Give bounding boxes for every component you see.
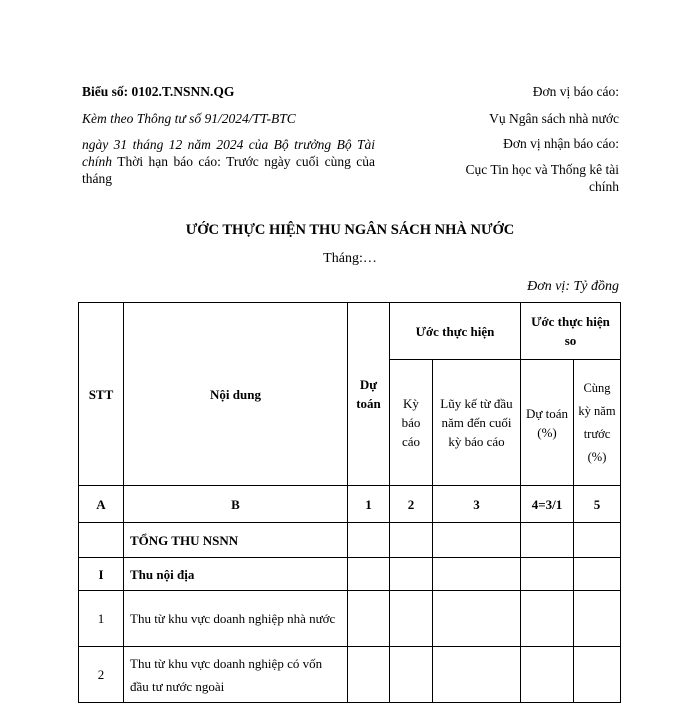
header-estimate-pct: Dự toán (%) (521, 360, 574, 486)
issue-date: ngày 31 tháng 12 năm 2024 của Bộ trưởng Bộ Tài chính (82, 137, 375, 169)
reporting-unit-label: Đơn vị báo cáo: (532, 84, 619, 99)
receiving-unit: Cục Tin học và Thống kê tài chính (465, 162, 619, 194)
index-cell: 5 (574, 486, 621, 523)
row-cell (574, 523, 621, 558)
table-row (79, 523, 621, 558)
header-cumulative: Lũy kế từ đầu năm đến cuối kỳ báo cáo (433, 360, 521, 486)
row-cell (574, 647, 621, 703)
table-row (79, 591, 621, 647)
row-cell (521, 558, 574, 591)
row-content: Thu từ khu vực doanh nghiệp có vốn đầu tư nước ngoài (124, 647, 348, 703)
row-cell (574, 558, 621, 591)
header-same-period-pct: Cùng kỳ năm trước (%) (574, 360, 621, 486)
row-cell (574, 591, 621, 647)
table-row (79, 647, 621, 703)
circular-reference: Kèm theo Thông tư số 91/2024/TT-BTC (82, 111, 296, 126)
index-cell: A (79, 486, 124, 523)
issue-date-deadline (82, 136, 375, 187)
row-stt: 2 (79, 647, 124, 703)
row-stt: 1 (79, 591, 124, 647)
header-estimate: Dự toán (348, 303, 390, 486)
report-month: Tháng:… (323, 251, 377, 266)
report-deadline: Thời hạn báo cáo: Trước ngày cuối cùng của tháng (82, 154, 375, 186)
reporting-unit: Vụ Ngân sách nhà nước (489, 111, 619, 126)
index-cell: B (124, 486, 348, 523)
row-cell (521, 523, 574, 558)
row-stt: I (79, 558, 124, 591)
row-cell (390, 523, 433, 558)
form-number: Biểu số: 0102.T.NSNN.QG (82, 84, 235, 99)
report-title: ƯỚC THỰC HIỆN THU NGÂN SÁCH NHÀ NƯỚC (185, 222, 515, 238)
row-cell (433, 558, 521, 591)
row-cell (433, 647, 521, 703)
receiving-unit-label: Đơn vị nhận báo cáo: (503, 136, 619, 151)
row-cell (348, 647, 390, 703)
header-period: Kỳ báo cáo (390, 360, 433, 486)
index-cell: 1 (348, 486, 390, 523)
header-stt: STT (79, 303, 124, 486)
row-cell (348, 558, 390, 591)
index-cell: 2 (390, 486, 433, 523)
row-content: Thu nội địa (124, 558, 348, 591)
table-row (79, 558, 621, 591)
header-compare: Ước thực hiện so (521, 303, 621, 360)
header-execution: Ước thực hiện (390, 303, 521, 360)
row-cell (390, 647, 433, 703)
row-cell (390, 558, 433, 591)
row-cell (348, 591, 390, 647)
row-cell (348, 523, 390, 558)
row-stt (79, 523, 124, 558)
header-content: Nội dung (124, 303, 348, 486)
index-cell: 4=3/1 (521, 486, 574, 523)
row-content: Thu từ khu vực doanh nghiệp nhà nước (124, 591, 348, 647)
index-cell: 3 (433, 486, 521, 523)
row-cell (390, 591, 433, 647)
row-content: TỔNG THU NSNN (124, 523, 348, 558)
row-cell (433, 523, 521, 558)
unit-label: Đơn vị: Tỷ đồng (527, 279, 619, 294)
row-cell (521, 647, 574, 703)
row-cell (521, 591, 574, 647)
row-cell (433, 591, 521, 647)
revenue-table (78, 302, 621, 703)
